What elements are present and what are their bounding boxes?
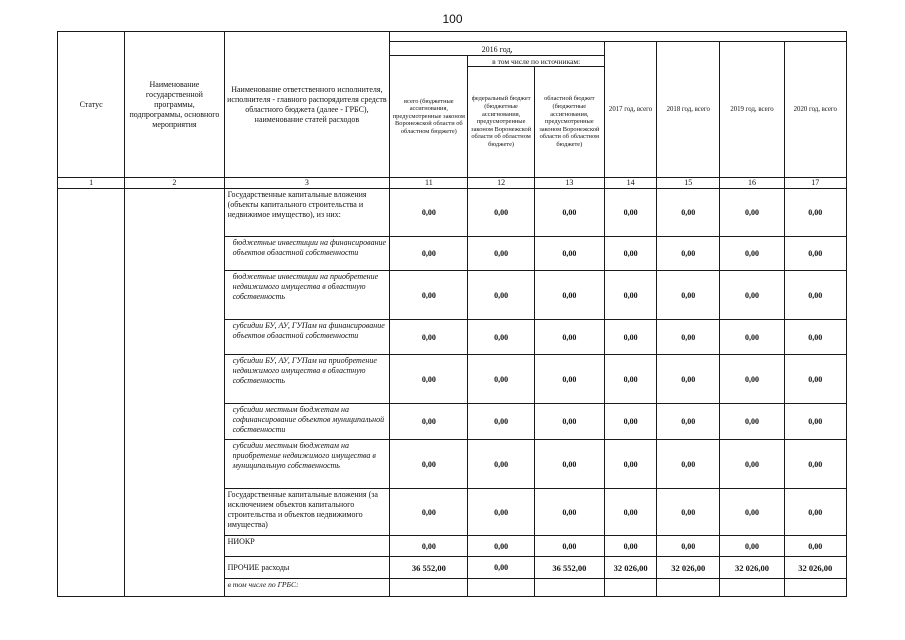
value-2017: 0,00	[604, 237, 656, 271]
value-2016-regional: 0,00	[534, 536, 604, 557]
value-2020: 0,00	[784, 536, 846, 557]
value-2016-federal: 0,00	[468, 189, 534, 237]
value-2019: 32 026,00	[720, 557, 784, 579]
value-2017: 32 026,00	[604, 557, 656, 579]
value-2016-total	[390, 579, 468, 597]
status-cell	[58, 189, 125, 597]
col-number: 1	[58, 178, 125, 189]
header-program-name: Наименование государственной программы, подпрограммы, основного мероприятия	[125, 32, 224, 178]
value-2019: 0,00	[720, 489, 784, 536]
value-2020: 0,00	[784, 440, 846, 489]
header-year-2020: 2020 год, всего	[784, 42, 846, 178]
header-total-2016: всего (бюджетные ассигнования, предусмотренные законом Воронежской области об областном бюджете)	[390, 56, 468, 178]
header-year-2016: 2016 год,	[390, 42, 605, 56]
value-2020: 0,00	[784, 237, 846, 271]
value-2019	[720, 579, 784, 597]
value-2016-total: 0,00	[390, 189, 468, 237]
row-name: Государственные капитальные вложения (объекты капитального строительства и недвижимое имущество), из них:	[224, 189, 390, 237]
value-2018: 0,00	[657, 189, 720, 237]
value-2020: 0,00	[784, 271, 846, 320]
row-name: субсидии БУ, АУ, ГУПам на приобретение недвижимого имущества в областную собственность	[224, 355, 390, 404]
value-2017: 0,00	[604, 320, 656, 355]
row-name: субсидии местным бюджетам на приобретение недвижимого имущества в муниципальную собственность	[224, 440, 390, 489]
value-2018	[657, 579, 720, 597]
value-2016-total: 0,00	[390, 355, 468, 404]
value-2016-total: 36 552,00	[390, 557, 468, 579]
row-name: бюджетные инвестиции на приобретение недвижимого имущества в областную собственность	[224, 271, 390, 320]
row-name: НИОКР	[224, 536, 390, 557]
header-year-2017: 2017 год, всего	[604, 42, 656, 178]
header-by-sources: в том числе по источникам:	[468, 56, 604, 67]
row-name: Государственные капитальные вложения (за исключением объектов капитального строительства и объектов недвижимого имущества)	[224, 489, 390, 536]
col-number: 14	[604, 178, 656, 189]
value-2019: 0,00	[720, 355, 784, 404]
value-2017: 0,00	[604, 271, 656, 320]
value-2018: 0,00	[657, 489, 720, 536]
program-cell	[125, 189, 224, 597]
value-2018: 0,00	[657, 237, 720, 271]
value-2018: 0,00	[657, 271, 720, 320]
value-2019: 0,00	[720, 320, 784, 355]
value-2020: 0,00	[784, 189, 846, 237]
budget-table	[57, 31, 847, 597]
value-2016-regional: 0,00	[534, 355, 604, 404]
value-2016-federal: 0,00	[468, 271, 534, 320]
value-2017: 0,00	[604, 189, 656, 237]
value-2016-total: 0,00	[390, 320, 468, 355]
value-2020: 0,00	[784, 404, 846, 440]
value-2016-regional: 0,00	[534, 189, 604, 237]
value-2016-federal: 0,00	[468, 536, 534, 557]
page-number: 100	[442, 12, 463, 26]
header-executor-name: Наименование ответственного исполнителя, исполнителя - главного распорядителя средств областного бюджета (далее - ГРБС), наименование статей расходов	[224, 32, 390, 178]
value-2019: 0,00	[720, 271, 784, 320]
header-status: Статус	[58, 32, 125, 178]
value-2016-total: 0,00	[390, 237, 468, 271]
value-2017: 0,00	[604, 536, 656, 557]
value-2016-total: 0,00	[390, 440, 468, 489]
value-2016-total: 0,00	[390, 489, 468, 536]
value-2020: 0,00	[784, 355, 846, 404]
header-federal-budget: федеральный бюджет (бюджетные ассигнования, предусмотренные законом Воронежской области об областном бюджете)	[468, 67, 534, 178]
value-2019: 0,00	[720, 404, 784, 440]
value-2020: 32 026,00	[784, 557, 846, 579]
value-2018: 0,00	[657, 320, 720, 355]
row-name: субсидии БУ, АУ, ГУПам на финансирование объектов областной собственности	[224, 320, 390, 355]
value-2016-federal	[468, 579, 534, 597]
value-2018: 0,00	[657, 404, 720, 440]
value-2016-federal: 0,00	[468, 557, 534, 579]
value-2020	[784, 579, 846, 597]
value-2016-federal: 0,00	[468, 404, 534, 440]
col-number: 2	[125, 178, 224, 189]
value-2016-regional: 36 552,00	[534, 557, 604, 579]
col-number: 15	[657, 178, 720, 189]
col-number: 17	[784, 178, 846, 189]
value-2016-regional: 0,00	[534, 237, 604, 271]
row-name: субсидии местным бюджетам на софинансирование объектов муниципальной собственности	[224, 404, 390, 440]
value-2016-total: 0,00	[390, 271, 468, 320]
value-2016-regional: 0,00	[534, 320, 604, 355]
value-2016-regional: 0,00	[534, 404, 604, 440]
value-2016-regional: 0,00	[534, 440, 604, 489]
value-2018: 0,00	[657, 440, 720, 489]
value-2016-regional: 0,00	[534, 489, 604, 536]
row-name: бюджетные инвестиции на финансирование объектов областной собственности	[224, 237, 390, 271]
value-2017: 0,00	[604, 489, 656, 536]
value-2016-federal: 0,00	[468, 237, 534, 271]
col-number: 3	[224, 178, 390, 189]
value-2016-total: 0,00	[390, 536, 468, 557]
value-2020: 0,00	[784, 489, 846, 536]
value-2016-federal: 0,00	[468, 320, 534, 355]
col-number: 16	[720, 178, 784, 189]
col-number: 11	[390, 178, 468, 189]
header-regional-budget: областной бюджет (бюджетные ассигнования, предусмотренные законом Воронежской области об областном бюджете)	[534, 67, 604, 178]
header-year-2019: 2019 год, всего	[720, 42, 784, 178]
value-2016-regional: 0,00	[534, 271, 604, 320]
value-2019: 0,00	[720, 189, 784, 237]
value-2019: 0,00	[720, 237, 784, 271]
value-2016-federal: 0,00	[468, 440, 534, 489]
header-year-2018: 2018 год, всего	[657, 42, 720, 178]
value-2018: 0,00	[657, 355, 720, 404]
value-2016-federal: 0,00	[468, 355, 534, 404]
value-2017: 0,00	[604, 355, 656, 404]
value-2019: 0,00	[720, 536, 784, 557]
value-2017: 0,00	[604, 404, 656, 440]
row-name: в том числе по ГРБС:	[224, 579, 390, 597]
col-number: 12	[468, 178, 534, 189]
value-2016-regional	[534, 579, 604, 597]
value-2018: 32 026,00	[657, 557, 720, 579]
value-2019: 0,00	[720, 440, 784, 489]
value-2016-federal: 0,00	[468, 489, 534, 536]
value-2017	[604, 579, 656, 597]
value-2018: 0,00	[657, 536, 720, 557]
col-number: 13	[534, 178, 604, 189]
row-name: ПРОЧИЕ расходы	[224, 557, 390, 579]
value-2017: 0,00	[604, 440, 656, 489]
value-2020: 0,00	[784, 320, 846, 355]
value-2016-total: 0,00	[390, 404, 468, 440]
header-blank-top	[390, 32, 847, 42]
